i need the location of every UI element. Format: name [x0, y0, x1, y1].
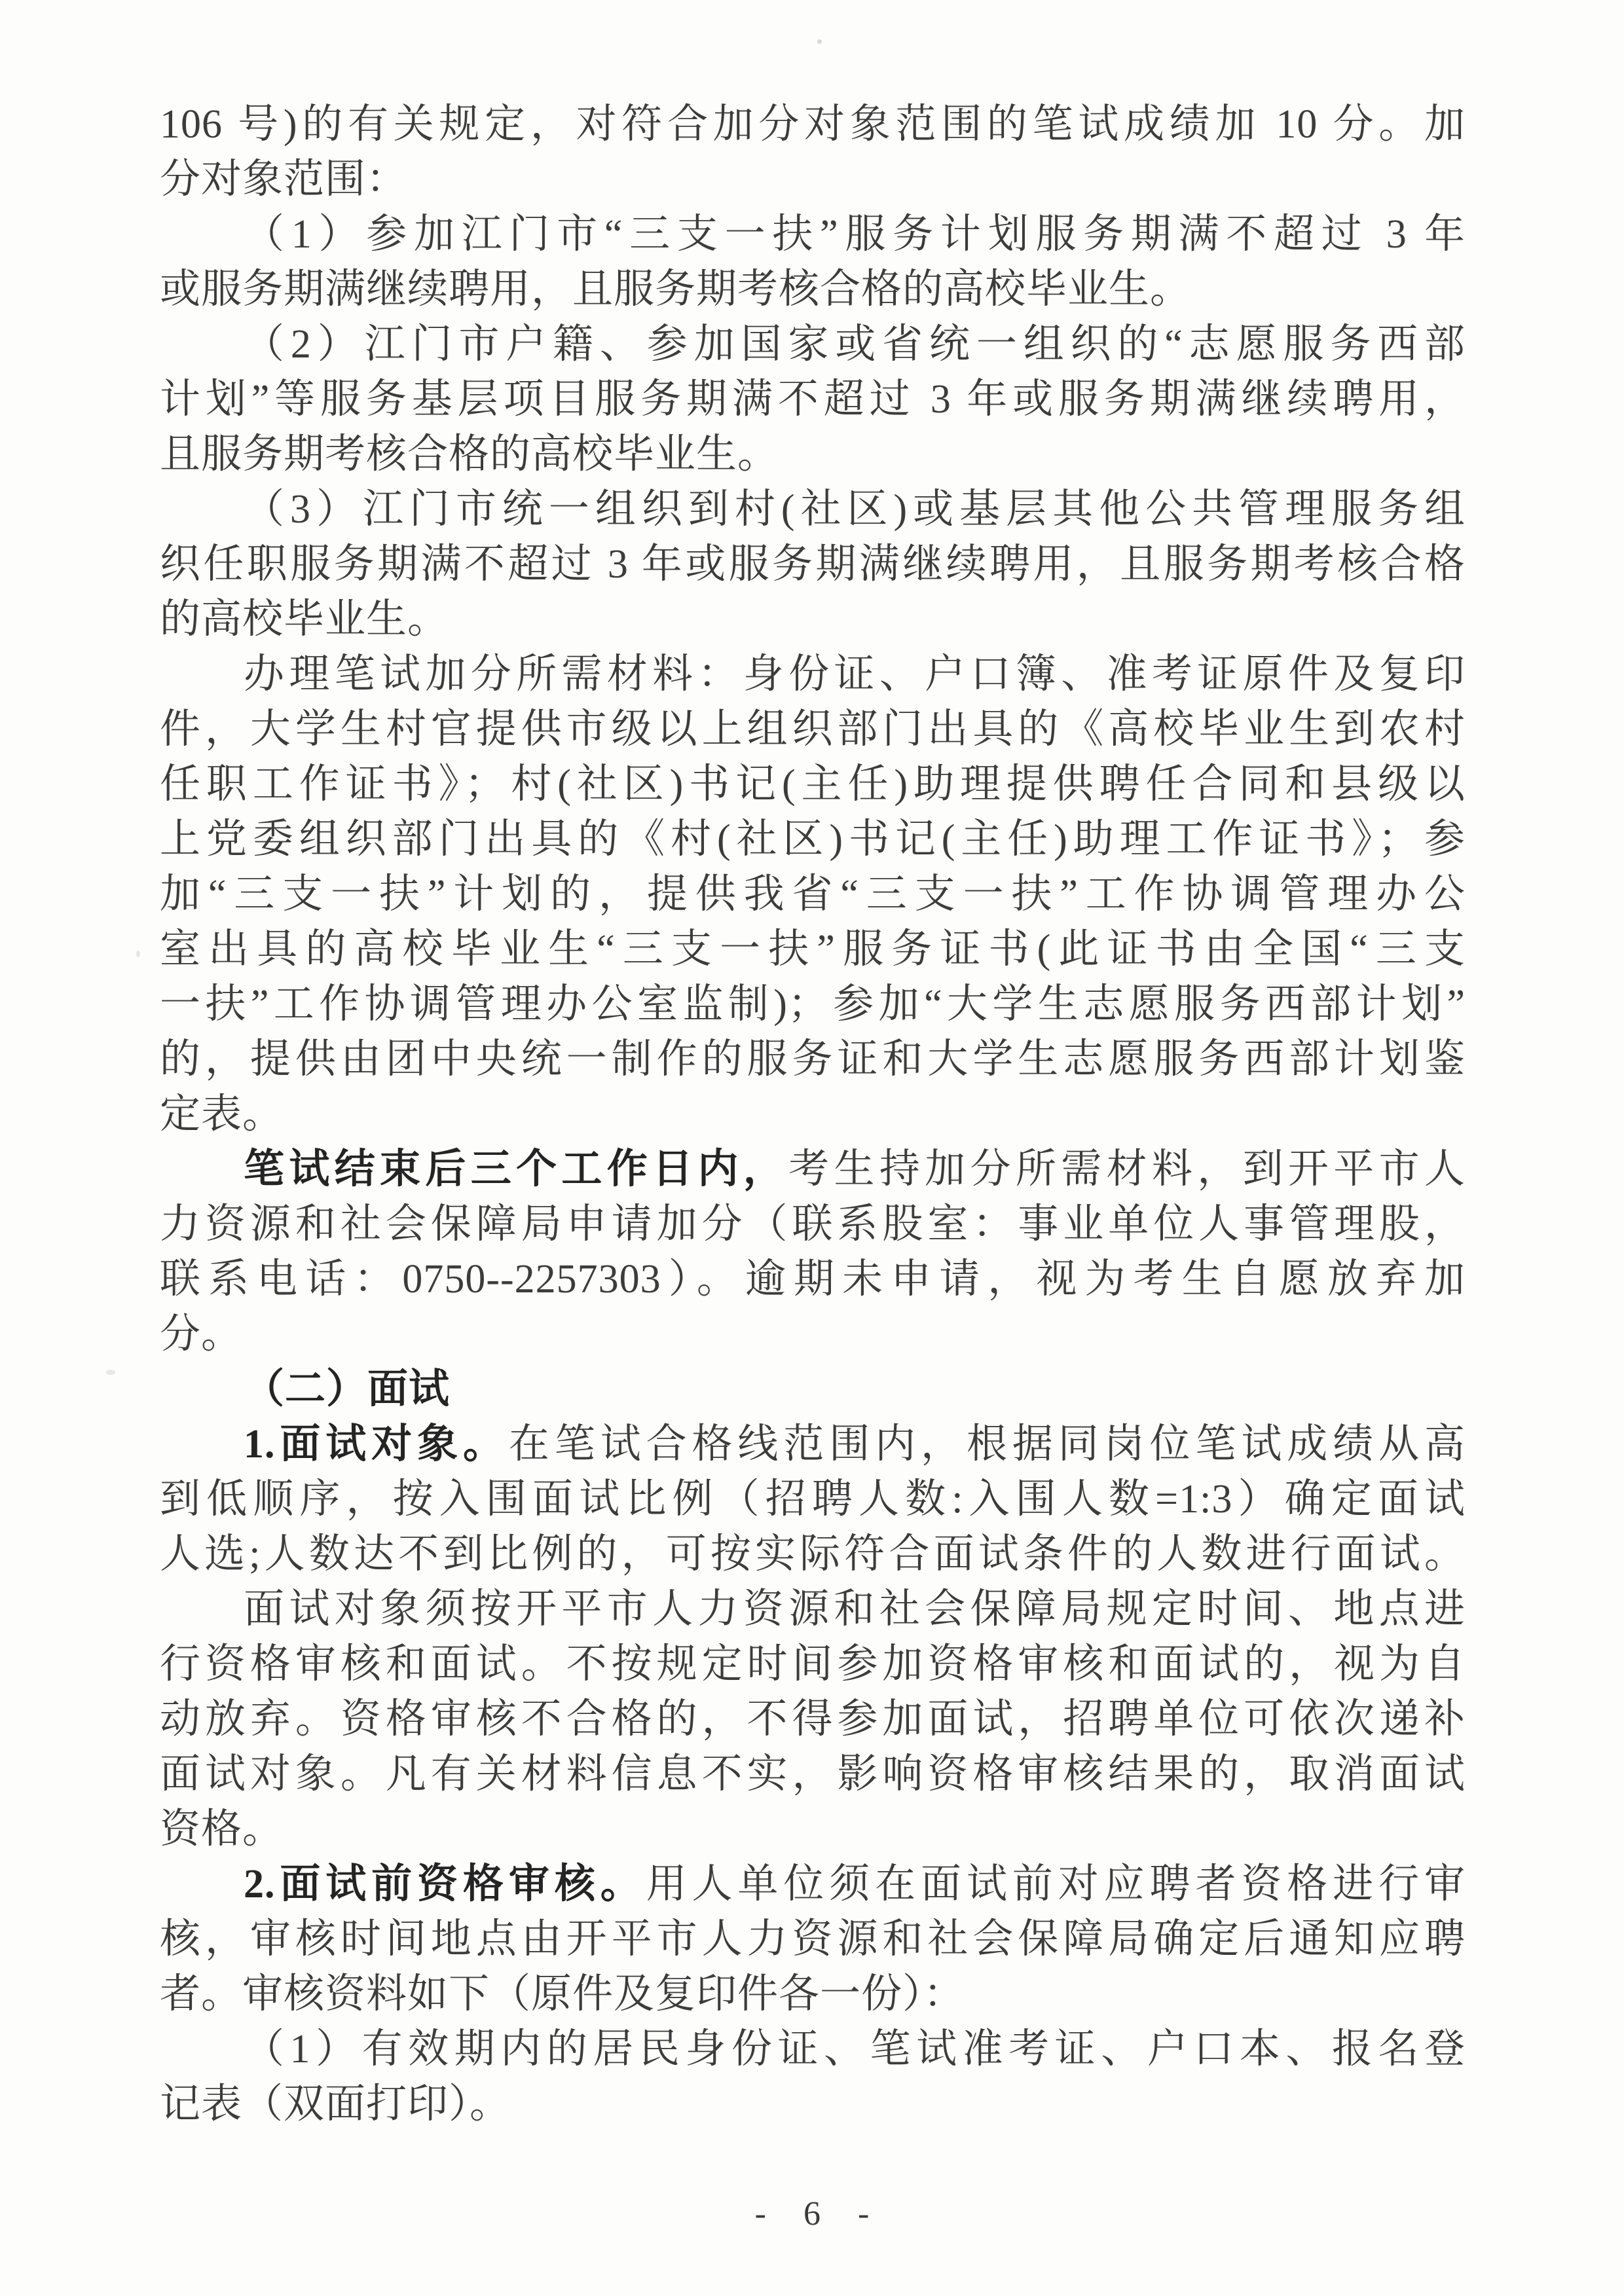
text-segment: 核，审核时间地点由开平市人力资源和社会保障局确定后通知应聘	[160, 1917, 1466, 1961]
text-line	[160, 2022, 1466, 2077]
text-segment: 上党委组织部门出具的《村(社区)书记(主任)助理工作证书》；参	[160, 817, 1466, 862]
text-segment: 织任职服务期满不超过 3 年或服务期满继续聘用，且服务期考核合格	[160, 542, 1466, 587]
text-segment: 或服务期满继续聘用，且服务期考核合格的高校毕业生。	[160, 267, 1192, 312]
text-segment: 办理笔试加分所需材料：身份证、户口簿、准考证原件及复印	[244, 652, 1466, 697]
text-line	[160, 372, 1466, 427]
text-line	[160, 482, 1466, 537]
text-line	[160, 317, 1466, 372]
scan-speck	[136, 951, 140, 957]
text-segment: 且服务期考核合格的高校毕业生。	[160, 432, 779, 477]
text-segment: 定表。	[160, 1092, 284, 1137]
text-segment: 人选;人数达不到比例的，可按实际符合面试条件的人数进行面试。	[160, 1532, 1466, 1576]
text-line	[160, 1362, 1466, 1417]
text-line	[160, 262, 1466, 317]
text-line	[160, 1857, 1466, 1912]
text-segment: 资格。	[160, 1807, 284, 1851]
text-segment: （2）江门市户籍、参加国家或省统一组织的“志愿服务西部	[244, 322, 1466, 367]
text-line	[160, 1527, 1466, 1582]
scan-speck	[106, 1370, 115, 1375]
text-segment: 的，提供由团中央统一制作的服务证和大学生志愿服务西部计划鉴	[160, 1037, 1466, 1082]
text-segment: 考生持加分所需材料，到开平市人	[788, 1147, 1466, 1192]
text-line	[160, 1197, 1466, 1252]
text-line	[160, 867, 1466, 922]
text-segment: 任职工作证书》；村(社区)书记(主任)助理提供聘任合同和县级以	[160, 762, 1466, 807]
text-segment: 在笔试合格线范围内，根据同岗位笔试成绩从高	[508, 1422, 1466, 1467]
bold-text-segment: 笔试结束后三个工作日内，	[244, 1147, 789, 1192]
text-segment: 件，大学生村官提供市级以上组织部门出具的《高校毕业生到农村	[160, 707, 1466, 752]
text-segment: 分。	[160, 1312, 243, 1357]
text-segment: 室出具的高校毕业生“三支一扶”服务证书(此证书由全国“三支	[160, 927, 1466, 972]
text-segment: 力资源和社会保障局申请加分（联系股室：事业单位人事管理股，	[160, 1202, 1466, 1247]
text-line	[160, 702, 1466, 757]
text-line	[160, 812, 1466, 867]
text-line	[160, 537, 1466, 592]
text-line	[160, 922, 1466, 977]
text-segment: 面试对象须按开平市人力资源和社会保障局规定时间、地点进	[244, 1587, 1466, 1631]
text-line	[160, 207, 1466, 262]
text-segment: 记表（双面打印）。	[160, 2082, 511, 2126]
text-segment: 分对象范围：	[160, 157, 408, 202]
bold-text-segment: （二）面试	[244, 1367, 451, 1412]
text-line	[160, 1582, 1466, 1637]
bold-text-segment: 2.面试前资格审核。	[244, 1862, 646, 1906]
text-segment: 面试对象。凡有关材料信息不实，影响资格审核结果的，取消面试	[160, 1752, 1466, 1796]
text-line	[160, 152, 1466, 207]
text-line	[160, 1472, 1466, 1527]
text-segment: 加“三支一扶”计划的，提供我省“三支一扶”工作协调管理办公	[160, 872, 1466, 917]
text-line	[160, 1802, 1466, 1857]
scan-speck	[817, 39, 822, 44]
text-segment: （1）有效期内的居民身份证、笔试准考证、户口本、报名登	[244, 2027, 1466, 2071]
text-segment: 者。审核资料如下（原件及复印件各一份）：	[160, 1972, 965, 2016]
text-line	[160, 1087, 1466, 1142]
text-line	[160, 757, 1466, 812]
text-line	[160, 977, 1466, 1032]
text-line	[160, 97, 1466, 152]
text-segment: 联系电话：0750--2257303）。逾期未申请，视为考生自愿放弃加	[160, 1257, 1466, 1302]
text-segment: 一扶”工作协调管理办公室监制)；参加“大学生志愿服务西部计划”	[160, 982, 1466, 1027]
text-line	[160, 1912, 1466, 1967]
text-line	[160, 427, 1466, 482]
page-number: - 6 -	[754, 2195, 884, 2232]
text-segment: 计划”等服务基层项目服务期满不超过 3 年或服务期满继续聘用，	[160, 377, 1466, 422]
text-line	[160, 1142, 1466, 1197]
text-line	[160, 1252, 1466, 1307]
text-line	[160, 1637, 1466, 1692]
text-line	[160, 1692, 1466, 1747]
text-line	[160, 2077, 1466, 2132]
text-segment: 动放弃。资格审核不合格的，不得参加面试，招聘单位可依次递补	[160, 1697, 1466, 1741]
text-line	[160, 647, 1466, 702]
text-line	[160, 592, 1466, 647]
document-body	[160, 97, 1466, 2132]
text-segment: 到低顺序，按入围面试比例（招聘人数:入围人数=1:3）确定面试	[160, 1477, 1466, 1522]
text-segment: （3）江门市统一组织到村(社区)或基层其他公共管理服务组	[244, 487, 1466, 532]
text-line	[160, 1747, 1466, 1802]
text-segment: 行资格审核和面试。不按规定时间参加资格审核和面试的，视为自	[160, 1642, 1466, 1686]
text-segment: 用人单位须在面试前对应聘者资格进行审	[646, 1862, 1466, 1906]
text-segment: 的高校毕业生。	[160, 597, 449, 642]
text-line	[160, 1032, 1466, 1087]
text-line	[160, 1307, 1466, 1362]
text-line	[160, 1417, 1466, 1472]
text-segment: 106 号)的有关规定，对符合加分对象范围的笔试成绩加 10 分。加	[160, 102, 1466, 147]
text-segment: （1）参加江门市“三支一扶”服务计划服务期满不超过 3 年	[244, 212, 1466, 257]
bold-text-segment: 1.面试对象。	[244, 1422, 509, 1467]
text-line	[160, 1967, 1466, 2022]
